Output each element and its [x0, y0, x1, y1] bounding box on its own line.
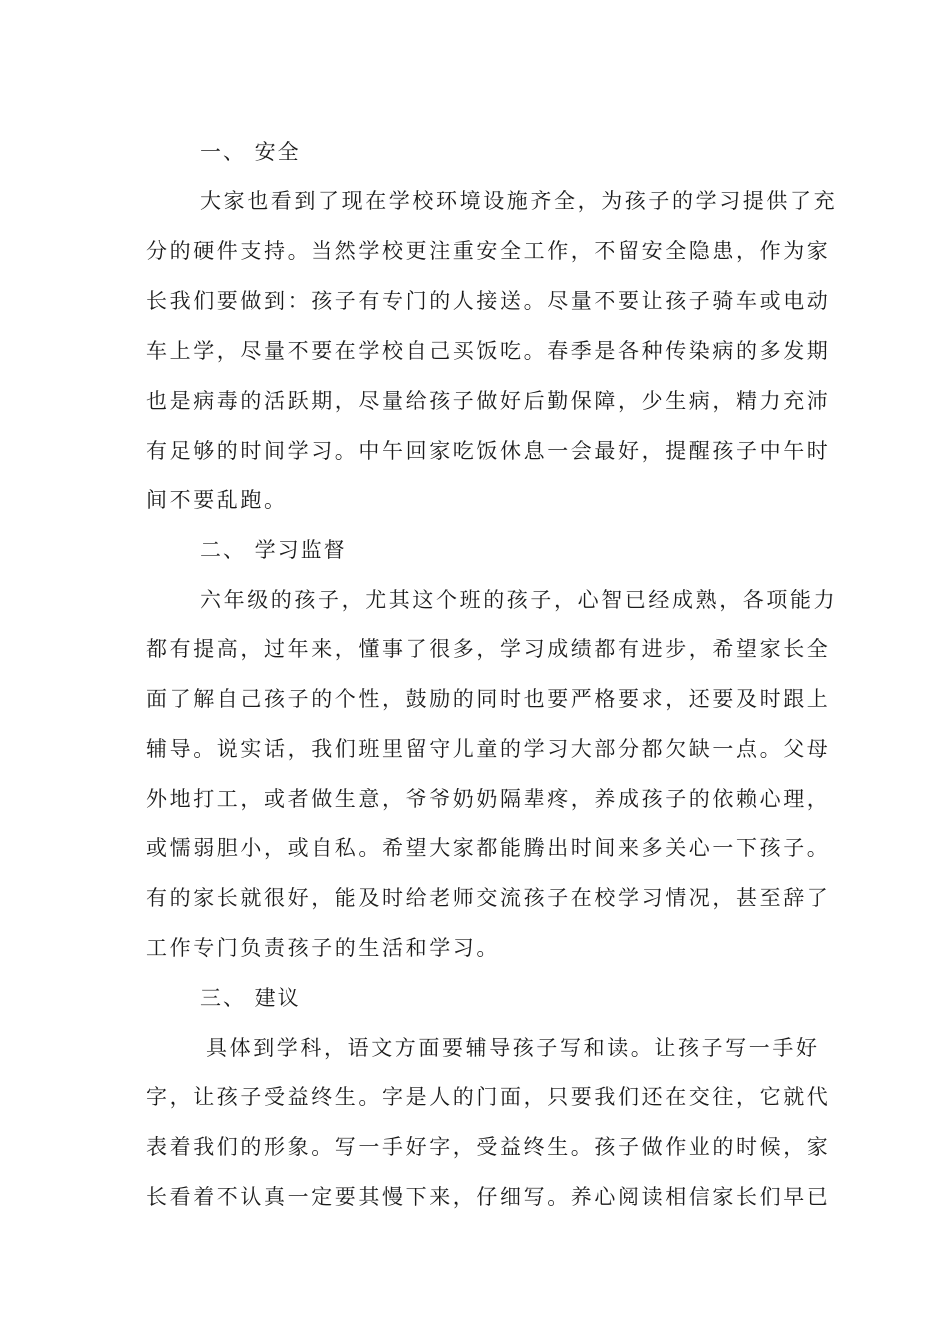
- section-heading-suggestions: 三、 建议: [200, 986, 301, 1010]
- paragraph-line: 外地打工，或者做生意，爷爷奶奶隔辈疼，养成孩子的依赖心理，: [146, 787, 831, 811]
- section-heading-study-supervision: 二、 学习监督: [200, 538, 347, 562]
- paragraph-line: 有足够的时间学习。中午回家吃饭休息一会最好，提醒孩子中午时: [146, 439, 831, 463]
- paragraph-line: 间不要乱跑。: [146, 488, 288, 512]
- paragraph-line: 辅导。说实话，我们班里留守儿童的学习大部分都欠缺一点。父母: [146, 737, 831, 761]
- paragraph-line: 面了解自己孩子的个性，鼓励的同时也要严格要求，还要及时跟上: [146, 687, 831, 711]
- paragraph-line: 字，让孩子受益终生。字是人的门面，只要我们还在交往，它就代: [146, 1085, 831, 1109]
- paragraph-line: 大家也看到了现在学校环境设施齐全，为孩子的学习提供了充: [200, 189, 838, 213]
- paragraph-line: 长我们要做到：孩子有专门的人接送。尽量不要让孩子骑车或电动: [146, 289, 831, 313]
- paragraph-line: 表着我们的形象。写一手好字，受益终生。孩子做作业的时候，家: [146, 1135, 831, 1159]
- paragraph-line: 分的硬件支持。当然学校更注重安全工作，不留安全隐患，作为家: [146, 239, 831, 263]
- paragraph-line: 长看着不认真一定要其慢下来，仔细写。养心阅读相信家长们早已: [146, 1185, 831, 1209]
- section-heading-safety: 一、 安全: [200, 140, 301, 164]
- paragraph-line: 也是病毒的活跃期，尽量给孩子做好后勤保障，少生病，精力充沛: [146, 389, 831, 413]
- paragraph-line: 六年级的孩子，尤其这个班的孩子，心智已经成熟，各项能力: [200, 588, 838, 612]
- paragraph-line: 或懦弱胆小，或自私。希望大家都能腾出时间来多关心一下孩子。: [146, 836, 831, 860]
- paragraph-line: 车上学，尽量不要在学校自己买饭吃。春季是各种传染病的多发期: [146, 339, 831, 363]
- paragraph-line: 工作专门负责孩子的生活和学习。: [146, 936, 500, 960]
- paragraph-line: 具体到学科，语文方面要辅导孩子写和读。让孩子写一手好: [206, 1036, 820, 1060]
- paragraph-line: 有的家长就很好，能及时给老师交流孩子在校学习情况，甚至辞了: [146, 886, 831, 910]
- paragraph-line: 都有提高，过年来，懂事了很多，学习成绩都有进步，希望家长全: [146, 637, 831, 661]
